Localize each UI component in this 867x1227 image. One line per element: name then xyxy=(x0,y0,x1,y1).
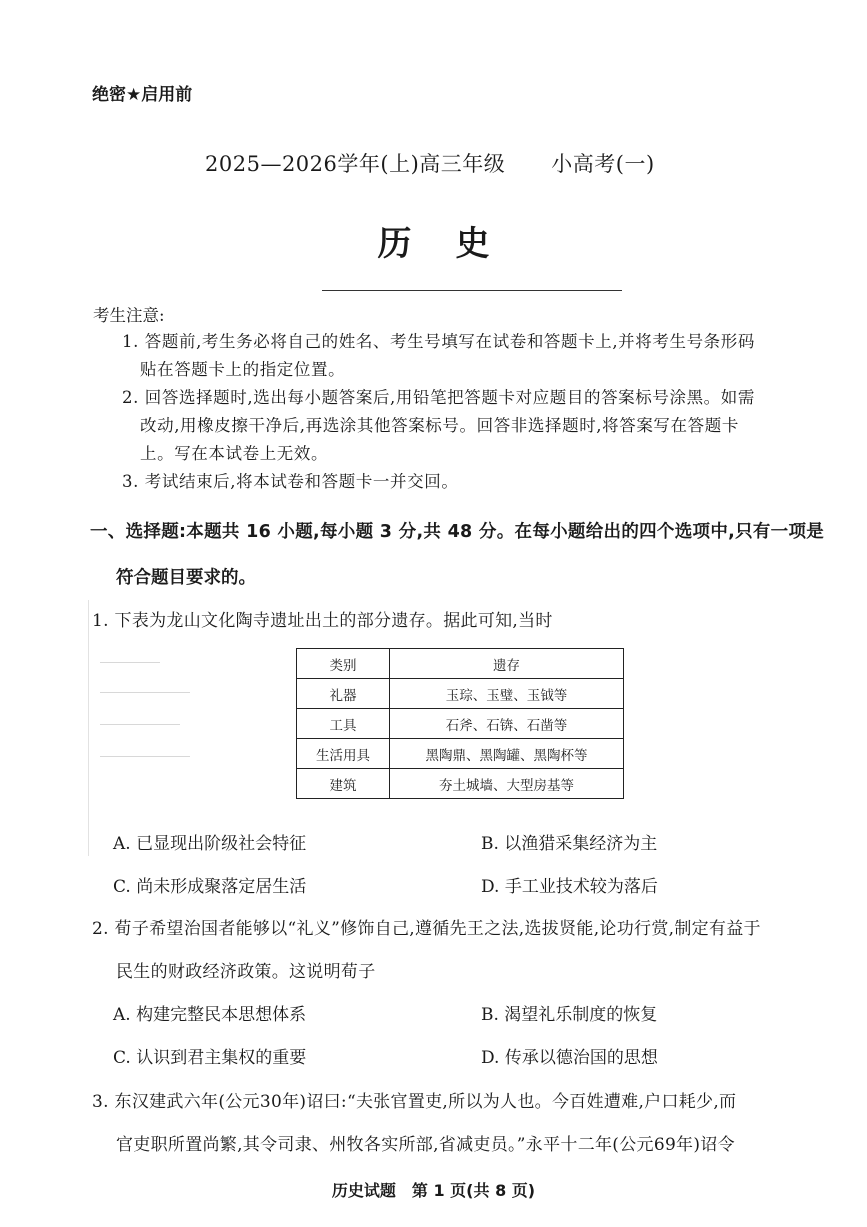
exam-title-year: 2025—2026学年(上)高三年级 xyxy=(205,152,506,176)
table-cell: 建筑 xyxy=(297,769,390,799)
table-header-cell: 类别 xyxy=(297,649,390,679)
table-row xyxy=(297,769,624,799)
question-3-stem: 3. 东汉建武六年(公元30年)诏曰:“夫张官置吏,所以为人也。今百姓遭难,户口耗少,而 xyxy=(92,1092,737,1112)
question-2-stem-cont: 民生的财政经济政策。这说明荀子 xyxy=(116,962,376,982)
scan-artifact xyxy=(100,662,160,663)
note-line: 1. 答题前,考生务必将自己的姓名、考生号填写在试卷和答题卡上,并将考生号条形码 xyxy=(122,332,755,351)
table-cell: 黑陶鼎、黑陶罐、黑陶杯等 xyxy=(390,739,624,769)
scan-artifact xyxy=(100,756,190,757)
option-d: D. 手工业技术较为落后 xyxy=(481,877,658,897)
question-1-stem: 1. 下表为龙山文化陶寺遗址出土的部分遗存。据此可知,当时 xyxy=(92,611,553,631)
title-divider xyxy=(322,290,622,291)
option-d: D. 传承以德治国的思想 xyxy=(481,1048,658,1068)
section-heading: 一、选择题:本题共 16 小题,每小题 3 分,共 48 分。在每小题给出的四个选项中,只有一项是 xyxy=(90,522,825,542)
scan-artifact xyxy=(88,600,89,856)
confidential-mark: 绝密★启用前 xyxy=(92,85,193,105)
scan-artifact xyxy=(100,692,190,693)
table-header-cell: 遗存 xyxy=(390,649,624,679)
note-line: 2. 回答选择题时,选出每小题答案后,用铅笔把答题卡对应题目的答案标号涂黑。如需 xyxy=(122,388,755,407)
table-row xyxy=(297,739,624,769)
note-line: 改动,用橡皮擦干净后,再选涂其他答案标号。回答非选择题时,将答案写在答题卡 xyxy=(140,416,739,435)
question-3-stem-cont: 官吏职所置尚繁,其令司隶、州牧各实所部,省减吏员。”永平十二年(公元69年)诏令 xyxy=(116,1135,735,1155)
scan-artifact xyxy=(100,724,180,725)
option-a: A. 已显现出阶级社会特征 xyxy=(113,834,307,854)
note-line: 3. 考试结束后,将本试卷和答题卡一并交回。 xyxy=(122,472,459,491)
option-a: A. 构建完整民本思想体系 xyxy=(113,1005,307,1025)
page-footer: 历史试题 第 1 页(共 8 页) xyxy=(331,1181,536,1200)
note-line: 上。写在本试卷上无效。 xyxy=(140,444,329,463)
table-cell: 生活用具 xyxy=(297,739,390,769)
table-cell: 礼器 xyxy=(297,679,390,709)
table-cell: 玉琮、玉璧、玉钺等 xyxy=(390,679,624,709)
table-cell: 石斧、石锛、石凿等 xyxy=(390,709,624,739)
option-b: B. 渴望礼乐制度的恢复 xyxy=(481,1005,658,1025)
table-cell: 夯土城墙、大型房基等 xyxy=(390,769,624,799)
table-cell: 工具 xyxy=(297,709,390,739)
option-c: C. 尚未形成聚落定居生活 xyxy=(113,877,307,897)
relics-table xyxy=(296,648,624,799)
option-c: C. 认识到君主集权的重要 xyxy=(113,1048,307,1068)
option-b: B. 以渔猎采集经济为主 xyxy=(481,834,658,854)
note-line: 贴在答题卡上的指定位置。 xyxy=(140,360,346,379)
subject-title: 历史 xyxy=(377,224,534,264)
table-row xyxy=(297,679,624,709)
table-row xyxy=(297,709,624,739)
table-header-row xyxy=(297,649,624,679)
notes-heading: 考生注意: xyxy=(93,306,165,325)
question-2-stem: 2. 荀子希望治国者能够以“礼义”修饰自己,遵循先王之法,选拔贤能,论功行赏,制定有益于 xyxy=(92,919,761,939)
exam-title xyxy=(205,148,655,178)
exam-title-name: 小高考(一) xyxy=(551,152,655,176)
section-heading-cont: 符合题目要求的。 xyxy=(116,568,256,588)
